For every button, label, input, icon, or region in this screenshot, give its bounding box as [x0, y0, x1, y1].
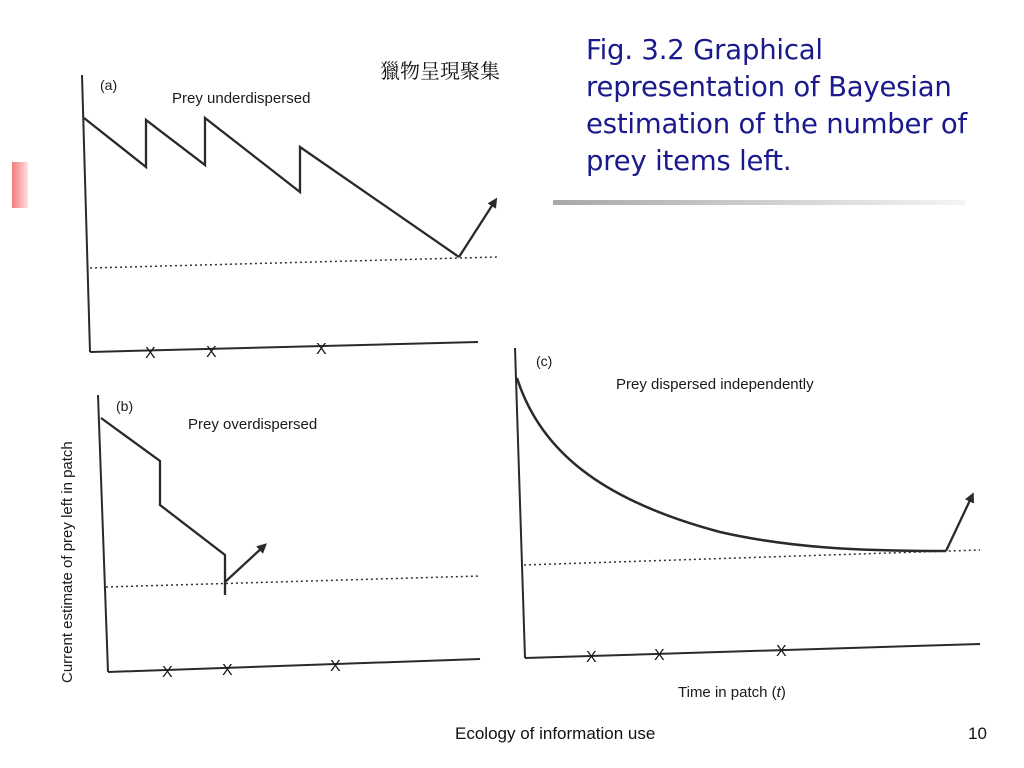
panel-b-y-axis — [98, 395, 108, 672]
panel-b — [98, 395, 480, 681]
figure-caption: Fig. 3.2 Graphical representation of Bayesian estimation of the number of prey items left. — [586, 34, 968, 177]
page-number: 10 — [968, 724, 987, 743]
footer-text: Ecology of information use — [455, 724, 656, 743]
arrow-head-icon — [946, 496, 972, 551]
panel-a-marker: X — [316, 341, 327, 358]
panel-b-threshold-line — [106, 576, 480, 587]
x-axis-label — [678, 684, 786, 701]
panel-a-marker: X — [206, 344, 217, 361]
panel-c-marker: X — [586, 649, 597, 666]
panel-a-y-axis — [82, 75, 90, 352]
x-axis-label-variable: t — [776, 684, 781, 701]
arrow-head-icon — [225, 546, 264, 582]
panel-c-marker: X — [776, 643, 787, 660]
panel-c — [515, 348, 980, 701]
panel-b-marker: X — [222, 662, 233, 679]
panel-c-label: (c) — [536, 353, 553, 369]
panel-a-marker: X — [145, 345, 156, 362]
panel-b-marker: X — [162, 664, 173, 681]
chinese-title: 獵物呈現聚集 — [380, 59, 500, 83]
panel-b-title: Prey overdispersed — [188, 416, 318, 433]
arrow-head-icon — [459, 201, 495, 257]
y-axis-label: Current estimate of prey left in patch — [59, 441, 76, 683]
x-axis-label-prefix: Time in patch ( — [678, 684, 777, 701]
panel-b-marker: X — [330, 658, 341, 675]
panel-b-label: (b) — [116, 398, 134, 414]
panel-a-title: Prey underdispersed — [172, 90, 311, 107]
x-axis-label-suffix: ) — [780, 684, 786, 701]
panel-c-title: Prey dispersed independently — [616, 376, 814, 393]
panel-c-threshold-line — [524, 550, 980, 565]
panel-b-estimate-line — [101, 418, 225, 595]
panel-a-label: (a) — [100, 77, 118, 93]
panel-a-threshold-line — [90, 257, 498, 268]
panel-a — [82, 75, 498, 362]
panel-c-estimate-curve — [517, 378, 946, 551]
panel-c-marker: X — [654, 647, 665, 664]
panel-a-estimate-line — [84, 118, 459, 257]
